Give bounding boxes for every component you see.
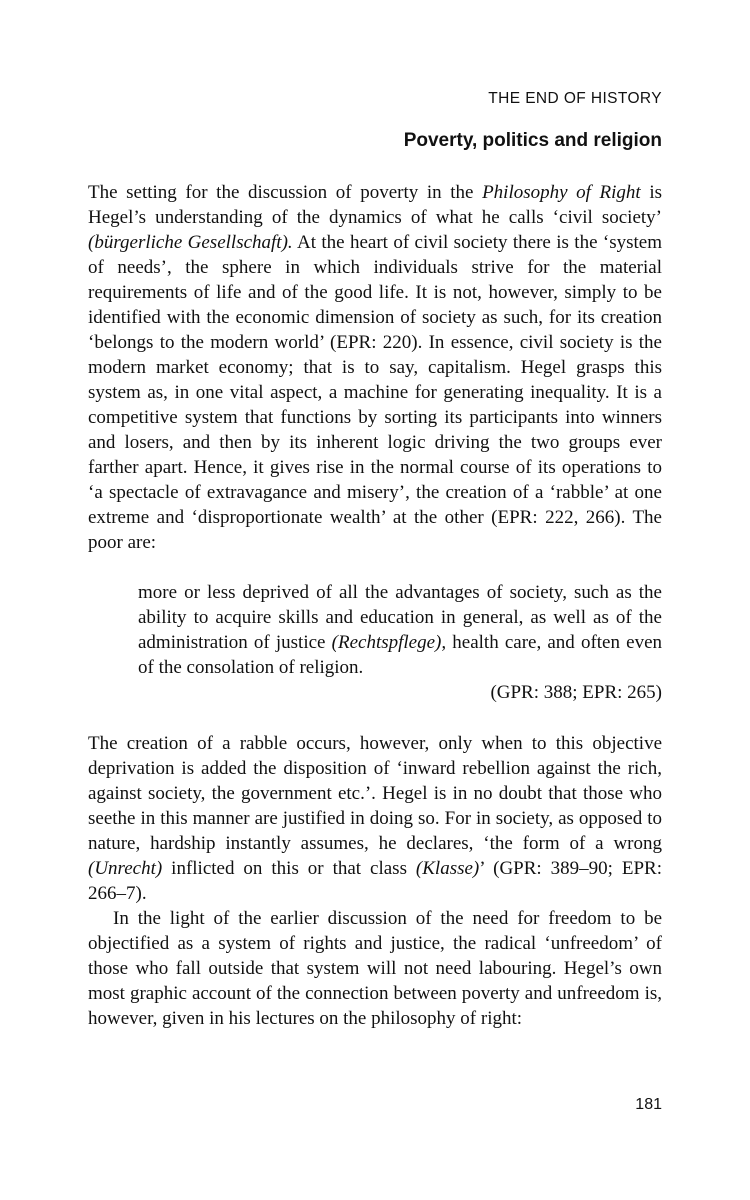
paragraph-1 [88, 180, 662, 555]
quote-citation: (GPR: 388; EPR: 265) [490, 682, 662, 703]
quote-body [138, 580, 662, 680]
running-head: THE END OF HISTORY [488, 90, 662, 107]
text-span: inflicted on this or that class [162, 858, 416, 879]
text-span: more or less deprived of all the advantages of society, such as the ability to acquire skills and education in general, as well as of the administration of justice [138, 582, 662, 653]
text-span: The creation of a rabble occurs, however, only when to this objective deprivation is added the disposition of ‘inward rebellion against the rich, against society, the government etc.’. Hegel is in no doubt that those who seethe in this manner are justified in doing so. For in society, as opposed to nature, hardship instantly assumes, he declares, ‘the form of a wrong [88, 733, 662, 854]
text-span: is Hegel’s understanding of the dynamics of what he calls ‘civil society’ [88, 182, 662, 228]
block-quote [138, 580, 662, 705]
text-span: ’ (GPR: 389–90; EPR: 266–7). [88, 858, 663, 904]
page-number: 181 [635, 1096, 662, 1113]
text-span: In the light of the earlier discussion of the need for freedom to be objectified as a system of rights and justice, the radical ‘unfreedom’ of those who fall outside that system will not need labouring. Hegel’s own most graphic account of the connection between poverty and unfreedom is, however, given in his lectures on the philosophy of right: [88, 908, 662, 1029]
italic-term: (Unrecht) [88, 858, 163, 879]
paragraph-2 [88, 731, 662, 906]
italic-term: (Rechtspflege), [331, 632, 447, 653]
text-span: health care, and often even of the consolation of religion. [138, 632, 663, 678]
text-span: The setting for the discussion of poverty in the [88, 182, 483, 203]
italic-term: (Klasse) [415, 858, 480, 879]
section-heading: Poverty, politics and religion [403, 130, 662, 151]
paragraph-3 [88, 906, 662, 1031]
text-span: At the heart of civil society there is the ‘system of needs’, the sphere in which individuals strive for the material requirements of life and of the good life. It is not, however, simply to be identified with the economic dimension of society as such, for its creation ‘belongs to the modern world’ (EPR: 220). In essence, civil society is the modern market economy; that is to say, capitalism. Hegel grasps this system as, in one vital aspect, a machine for generating inequality. It is a competitive system that functions by sorting its participants into winners and losers, and then by its inherent logic driving the two groups ever farther apart. Hence, it gives rise in the normal course of its operations to ‘a spectacle of extravagance and misery’, the creation of a ‘rabble’ at one extreme and ‘disproportionate wealth’ at the other (EPR: 222, 266). The poor are: [88, 232, 662, 553]
italic-term: (bürgerliche Gesellschaft). [88, 232, 293, 253]
italic-title: Philosophy of Right [482, 182, 641, 203]
book-page [88, 0, 662, 1200]
